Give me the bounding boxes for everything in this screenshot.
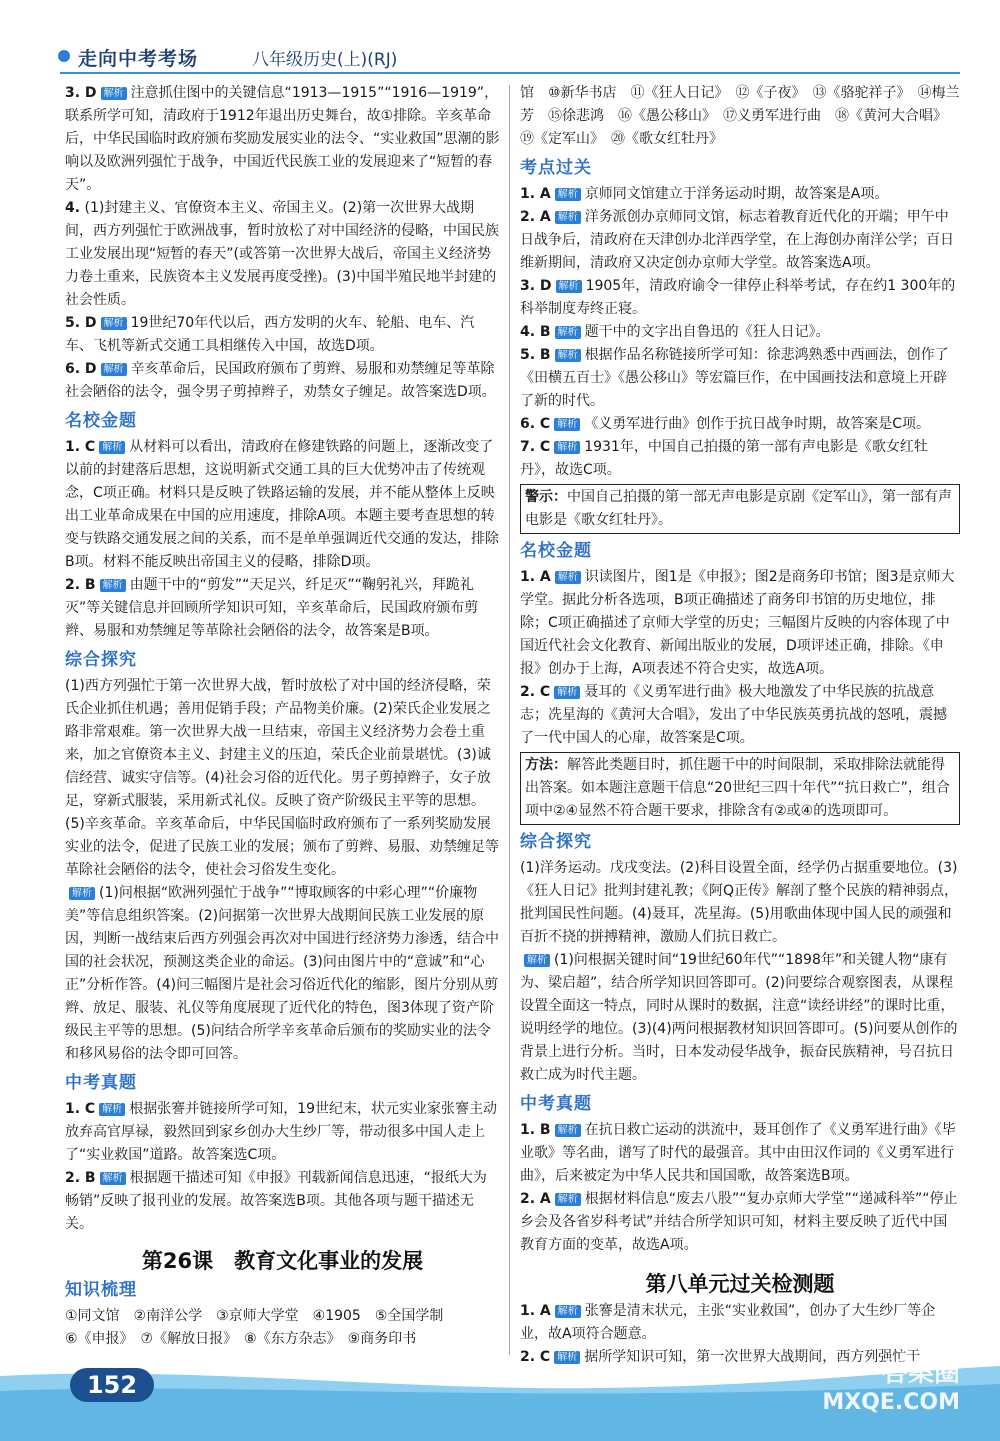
answer-number: 2. B xyxy=(65,1170,96,1186)
answer-number: 3. D xyxy=(520,278,552,294)
answer-number: 1. A xyxy=(520,1303,551,1319)
answer-number: 5. B xyxy=(520,347,551,363)
analysis-tag: 解析 xyxy=(101,87,127,100)
section-heading-zonghe-right: 综合探究 xyxy=(520,832,592,852)
answer-list-zhongkao xyxy=(65,1098,500,1236)
analysis-tag: 解析 xyxy=(555,1305,581,1318)
analysis-tag: 解析 xyxy=(69,887,95,900)
answer-text: 京师同文馆建立于洋务运动时期，故答案是A项。 xyxy=(584,186,889,202)
section-heading-mingxiao: 名校金题 xyxy=(65,411,137,431)
answer-number: 4. xyxy=(65,200,81,216)
analysis-tag: 解析 xyxy=(555,571,581,584)
watermark-logo-text: 答案圈 xyxy=(881,1358,960,1388)
knowledge-line-1: ①同文馆 ②南洋公学 ③京师大学堂 ④1905 ⑤全国学制 xyxy=(65,1308,444,1324)
answer-item xyxy=(520,413,960,436)
answer-text: 据所学知识可知，第一次世界大战期间，西方列强忙于 xyxy=(584,1349,921,1365)
answer-number: 1. A xyxy=(520,569,551,585)
answer-item xyxy=(65,358,500,404)
analysis-tag: 解析 xyxy=(99,441,125,454)
header-bullet-icon xyxy=(58,50,70,62)
analysis-tag: 解析 xyxy=(555,1193,581,1206)
zonghe-analysis xyxy=(65,882,500,1066)
analysis-tag: 解析 xyxy=(555,188,581,201)
analysis-tag: 解析 xyxy=(555,1124,581,1137)
answer-item xyxy=(65,574,500,643)
analysis-tag: 解析 xyxy=(556,280,582,293)
analysis-tag: 解析 xyxy=(100,579,126,592)
answer-list-zhongkao-right xyxy=(520,1119,960,1257)
answer-text: 辛亥革命后，民国政府颁布了剪辫、易服和劝禁缠足等革除社会陋俗的法令，强令男子剪掉辫子，劝禁女子缠足。故答案选D项。 xyxy=(65,361,496,400)
answer-number: 7. C xyxy=(520,439,551,455)
answer-number: 3. D xyxy=(65,85,97,101)
answer-text: 洋务派创办京师同文馆，标志着教育近代化的开端；甲午中日战争后，清政府在天津创办北洋西学堂，在上海创办南洋公学；百日维新期间，清政府又决定创办京师大学堂。故答案选A项。 xyxy=(520,209,954,271)
answer-item xyxy=(520,1188,960,1257)
page-number: 152 xyxy=(70,1368,154,1402)
answer-text: 聂耳的《义勇军进行曲》极大地激发了中华民族的抗战意志；冼星海的《黄河大合唱》，发出了中华民族英勇抗战的怒吼，震撼了一代中国人的心扉，故答案是C项。 xyxy=(520,684,947,746)
section-heading-zonghe: 综合探究 xyxy=(65,650,137,670)
analysis-tag: 解析 xyxy=(554,1351,580,1364)
method-text: 解答此类题目时，抓住题干中的时间限制，采取排除法就能得出答案。如本题注意题干信息“20世纪三四十年代”“抗日救亡”，组合项中②④显然不符合题干要求，排除含有②或④的选项即可。 xyxy=(525,757,950,819)
section-heading-zhishi: 知识梳理 xyxy=(65,1280,137,1300)
analysis-tag: 解析 xyxy=(554,686,580,699)
answer-number: 1. C xyxy=(65,439,96,455)
answer-item xyxy=(520,275,960,321)
page-footer xyxy=(0,1346,1000,1441)
answer-item xyxy=(65,82,500,197)
zonghe-analysis-right xyxy=(520,949,960,1087)
answer-item xyxy=(520,436,960,482)
answer-number: 2. A xyxy=(520,209,551,225)
lesson-title: 第26课 教育文化事业的发展 xyxy=(141,1249,424,1273)
answer-number: 2. C xyxy=(520,684,551,700)
answer-text: 根据题干描述可知《申报》刊载新闻信息迅速，“报纸大为畅销”反映了报刊业的发展。故答案选B项。其他各项与题干描述无关。 xyxy=(65,1170,487,1232)
answer-item xyxy=(65,312,500,358)
section-heading-mingxiao-right: 名校金题 xyxy=(520,541,592,561)
analysis-tag: 解析 xyxy=(554,418,580,431)
answer-text: 根据作品名称链接所学可知：徐悲鸿熟悉中西画法，创作了《田横五百士》《愚公移山》等宏篇巨作，在中国画技法和意境上开辟了新的时代。 xyxy=(520,347,949,409)
left-column xyxy=(65,82,500,1351)
answer-item xyxy=(65,1098,500,1167)
watermark-url: MXQE.COM xyxy=(822,1390,960,1415)
answer-text: 注意抓住图中的关键信息“1913—1915”“1916—1919”，联系所学可知，清政府于1912年退出历史舞台，故①排除。辛亥革命后，中华民国临时政府颁布奖励发展实业的法令、“实业救国”思潮的影响以及欧洲列强忙于战争，中国近代民族工业的发展迎来了“短暂的春天”。 xyxy=(65,85,500,193)
watermark xyxy=(822,1358,960,1418)
section-heading-zhongkao-right: 中考真题 xyxy=(520,1094,592,1114)
method-box xyxy=(520,752,960,825)
warning-text: 中国自己拍摄的第一部无声电影是京剧《定军山》，第一部有声电影是《歌女红牡丹》。 xyxy=(525,489,952,528)
answer-text: 1905年，清政府谕令一律停止科举考试，存在约1 300年的科举制度寿终正寝。 xyxy=(520,278,956,317)
answer-list-top xyxy=(65,82,500,404)
book-subtitle: 八年级历史(上)(RJ) xyxy=(252,50,398,70)
analysis-tag: 解析 xyxy=(100,1172,126,1185)
answer-text: 由题干中的“剪发”“天足兴，纤足灭”“鞠躬礼兴，拜跪礼灭”等关键信息并回顾所学知识可知，辛亥革命后，民国政府颁布剪辫、易服和劝禁缠足等革除社会陋俗的法令，故答案是B项。 xyxy=(65,577,479,639)
answer-text: 在抗日救亡运动的洪流中，聂耳创作了《义勇军进行曲》《毕业歌》等名曲，谱写了时代的最强音。其中由田汉作词的《义勇军进行曲》，后来被定为中华人民共和国国歌，故答案选B项。 xyxy=(520,1122,956,1184)
zonghe-analysis-text: (1)问根据“欧洲列强忙于战争”“博取顾客的中彩心理”“价廉物美”等信息组织答案。(2)问据第一次世界大战期间民族工业发展的原因，判断一战结束后西方列强会再次对中国进行经济势力渗透，结合中国的社会状况，预测这类企业的命运。(3)问由图片中的“意诚”和“心正”分析作答。(4)问三幅图片是社会习俗近代化的缩影，图片分别从剪辫、放足、服装、礼仪等角度展现了近代化的特色，图3体现了资产阶级民主平等的思想。(5)问结合所学辛亥革命后颁布的奖励实业的法令和移风易俗的法令即可回答。 xyxy=(65,885,499,1062)
answer-number: 6. C xyxy=(520,416,551,432)
warning-label: 警示： xyxy=(525,489,567,505)
analysis-tag: 解析 xyxy=(555,211,581,224)
answer-item xyxy=(520,1119,960,1188)
answer-number: 2. A xyxy=(520,1191,551,1207)
answer-text: 题干中的文字出自鲁迅的《狂人日记》。 xyxy=(584,324,830,340)
zonghe-answer: (1)西方列强忙于第一次世界大战，暂时放松了对中国的经济侵略，荣氏企业抓住机遇；善用促销手段；产品物美价廉。(2)荣氏企业发展之路非常艰难。第一次世界大战一旦结束，帝国主义经济势力会卷土重来，加之官僚资本主义、封建主义的压迫，荣氏企业前景堪忧。(3)诚信经营、诚实守信等。(4)社会习俗的近代化。男子剪掉辫子，女子放足，穿新式服装，采用新式礼仪。反映了资产阶级民主平等的思想。(5)辛亥革命。辛亥革命后，中华民国临时政府颁布了一系列奖励发展实业的法令，促进了民族工业的发展；颁布了剪辫、易服、劝禁缠足等革除社会陋俗的法令，使社会习俗发生变化。 xyxy=(65,678,499,878)
analysis-tag: 解析 xyxy=(99,1103,125,1116)
page-header xyxy=(0,0,1000,78)
answer-number: 2. C xyxy=(520,1349,551,1365)
answer-item xyxy=(520,681,960,750)
answer-number: 4. B xyxy=(520,324,551,340)
answer-item xyxy=(520,566,960,681)
analysis-tag: 解析 xyxy=(555,326,581,339)
answer-item xyxy=(65,436,500,574)
header-rule xyxy=(60,72,960,74)
zonghe-answer-right: (1)洋务运动。戊戌变法。(2)科目设置全面，经学仍占据重要地位。(3)《狂人日记》批判封建礼教；《阿Q正传》解剖了整个民族的精神弱点，批判国民性问题。(4)聂耳，冼星海。(5)用歌曲体现中国人民的顽强和百折不挠的拼搏精神，激励人们抗日救亡。 xyxy=(520,860,959,945)
answer-list-mingxiao xyxy=(65,436,500,643)
book-title: 走向中考考场 xyxy=(78,48,199,70)
answer-item xyxy=(520,344,960,413)
section-heading-kaodian: 考点过关 xyxy=(520,158,592,178)
answer-item xyxy=(65,1167,500,1236)
answer-text: 识读图片，图1是《申报》；图2是商务印书馆；图3是京师大学堂。据此分析各选项，B项正确描述了商务印书馆的历史地位，排除；C项正确描述了京师大学堂的历史；三幅图片反映的内容体现了中国近代社会文化教育、新闻出版业的发展，D项评述正确，排除。《申报》创办于上海，A项表述不符合史实，故选A项。 xyxy=(520,569,955,677)
analysis-tag: 解析 xyxy=(555,349,581,362)
knowledge-line-2: ⑥《申报》 ⑦《解放日报》 ⑧《东方杂志》 ⑨商务印书 xyxy=(65,1331,417,1347)
analysis-tag: 解析 xyxy=(101,317,127,330)
section-heading-zhongkao: 中考真题 xyxy=(65,1073,137,1093)
answer-number: 1. B xyxy=(520,1122,551,1138)
answer-text: 张謇是清末状元，主张“实业救国”，创办了大生纱厂等企业，故A项符合题意。 xyxy=(520,1303,936,1342)
answer-item xyxy=(520,206,960,275)
right-column xyxy=(520,82,960,1369)
answer-text: 从材料可以看出，清政府在修建铁路的问题上，逐渐改变了以前的封建落后思想，这说明新式交通工具的巨大优势冲击了传统观念，C项正确。材料只是反映了铁路运输的发展，并不能从整体上反映出工业革命成果在中国的应用速度，排除A项。本题主要考查思想的转变与铁路交通发展之间的关系，而不是单单强调近代交通的发达，排除B项。材料不能反映出帝国主义的侵略，排除D项。 xyxy=(65,439,499,570)
unit-test-title: 第八单元过关检测题 xyxy=(645,1272,835,1296)
answer-item xyxy=(65,197,500,312)
answer-text: 根据张謇并链接所学可知，19世纪末，状元实业家张謇主动放弃高官厚禄，毅然回到家乡创办大生纱厂等，带动很多中国人走上了“实业救国”道路。故答案选C项。 xyxy=(65,1101,498,1163)
answer-number: 6. D xyxy=(65,361,97,377)
answer-text: 1931年，中国自己拍摄的第一部有声电影是《歌女红牡丹》，故选C项。 xyxy=(520,439,928,478)
answer-number: 1. C xyxy=(65,1101,96,1117)
answer-list-kaodian xyxy=(520,183,960,482)
answer-text: 19世纪70年代以后，西方发明的火车、轮船、电车、汽车、飞机等新式交通工具相继传入中国，故选D项。 xyxy=(65,315,475,354)
answer-item xyxy=(520,183,960,206)
method-label: 方法： xyxy=(525,757,567,773)
answer-number: 2. B xyxy=(65,577,96,593)
zonghe-analysis-right-text: (1)问根据关键时间“19世纪60年代”“1898年”和关键人物“康有为、梁启超”，结合所学知识回答即可。(2)问要综合观察图表，从课程设置全面这一特点，同时从课时的数据，注意“读经讲经”的课时比重，说明经学的地位。(3)(4)两问根据教材知识回答即可。(5)问要从创作的背景上进行分析。当时，日本发动侵华战争，振奋民族精神，号召抗日救亡成为时代主题。 xyxy=(520,952,958,1083)
answer-text: 《义勇军进行曲》创作于抗日战争时期，故答案是C项。 xyxy=(584,416,930,432)
answer-text: 根据材料信息“废去八股”“复办京师大学堂”“递减科举”“停止乡会及各省岁科考试”并结合所学知识可知，材料主要反映了近代中国教育方面的变革，故选A项。 xyxy=(520,1191,958,1253)
analysis-tag: 解析 xyxy=(524,954,550,967)
analysis-tag: 解析 xyxy=(554,441,580,454)
knowledge-continued: 馆 ⑩新华书店 ⑪《狂人日记》 ⑫《子夜》 ⑬《骆驼祥子》 ⑭梅兰芳 ⑮徐悲鸿 ⑯《愚公移山》 ⑰义勇军进行曲 ⑱《黄河大合唱》 ⑲《定军山》 ⑳《歌女红牡丹》 xyxy=(520,85,960,147)
warning-box xyxy=(520,484,960,534)
answer-list-mingxiao-right xyxy=(520,566,960,750)
analysis-tag: 解析 xyxy=(101,363,127,376)
column-divider xyxy=(509,85,510,1355)
answer-number: 5. D xyxy=(65,315,97,331)
answer-item xyxy=(520,1300,960,1346)
answer-text: (1)封建主义、官僚资本主义、帝国主义。(2)第一次世界大战期间，西方列强忙于欧洲战事，暂时放松了对中国经济的侵略，中国民族工业发展出现“短暂的春天”(或答第一次世界大战后，帝国主义经济势力卷土重来，民族资本主义发展再度受挫)。(3)中国半殖民地半封建的社会性质。 xyxy=(65,200,499,308)
answer-number: 1. A xyxy=(520,186,551,202)
answer-item xyxy=(520,321,960,344)
